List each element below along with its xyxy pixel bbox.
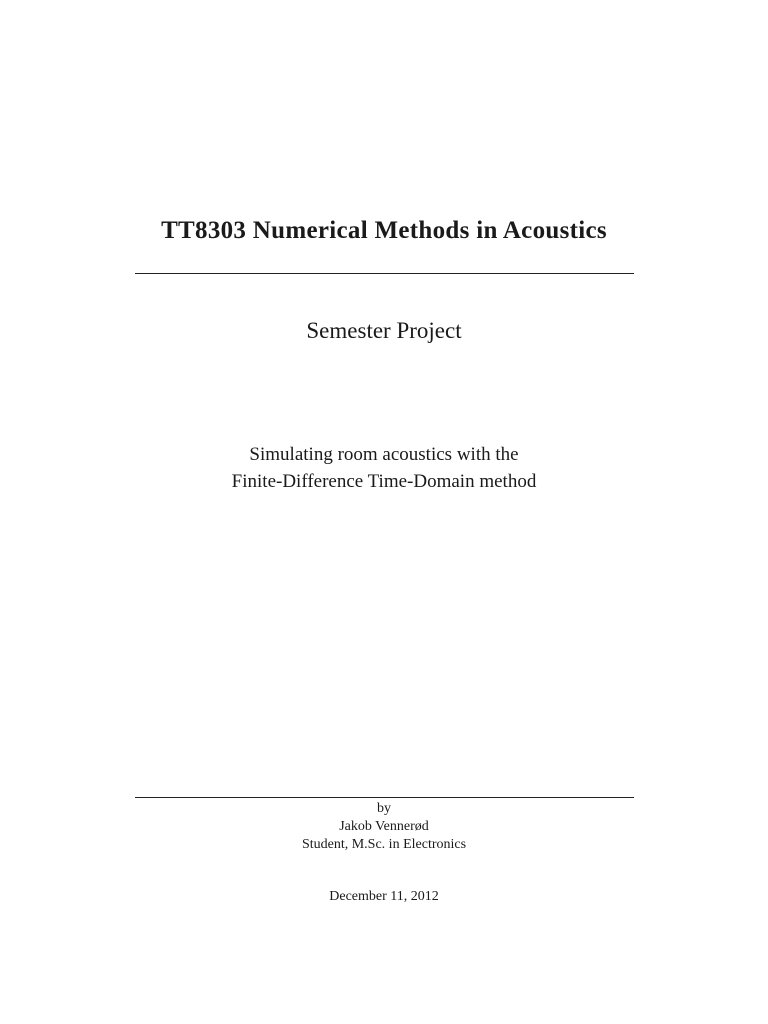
subtitle: Semester Project xyxy=(306,318,462,343)
author-rule xyxy=(135,797,634,798)
topic-line-2: Finite-Difference Time-Domain method xyxy=(231,471,537,492)
author-affiliation: Student, M.Sc. in Electronics xyxy=(301,837,467,852)
topic-line-1: Simulating room acoustics with the xyxy=(249,444,519,465)
document-date: December 11, 2012 xyxy=(329,889,439,904)
course-title: TT8303 Numerical Methods in Acoustics xyxy=(161,217,607,244)
title-rule xyxy=(135,273,634,274)
author-name: Jakob Vennerød xyxy=(339,819,429,834)
by-label: by xyxy=(377,801,391,816)
